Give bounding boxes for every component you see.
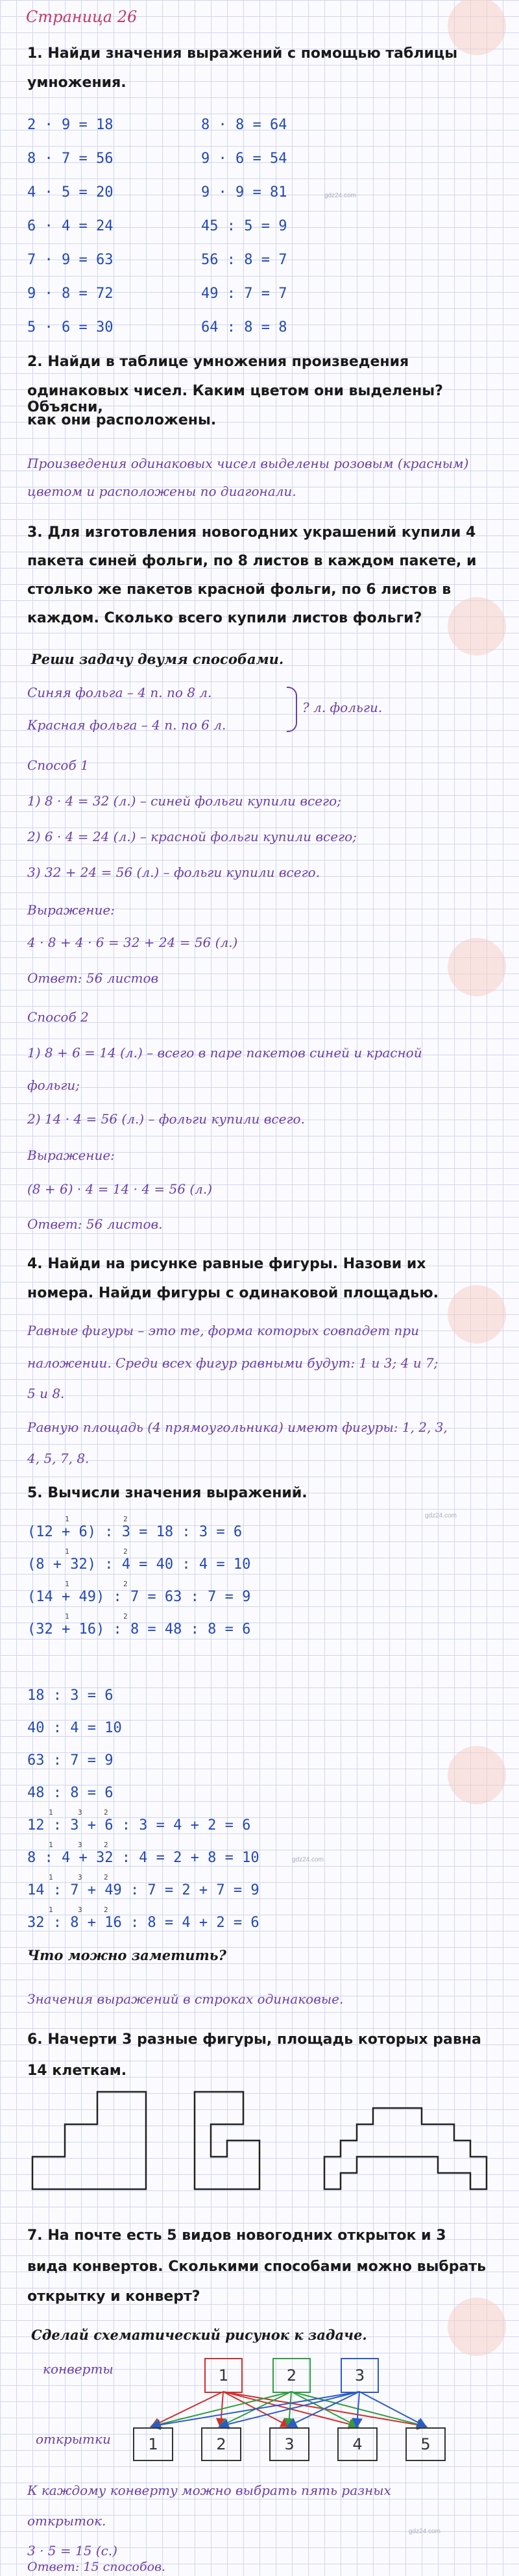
task1-expr-a: 8 · 7 = 56 [27,151,114,167]
task3-instruction: Реши задачу двумя способами. [31,651,284,667]
way1-step3: 3) 32 + 24 = 56 (л.) – фольги купили всего. [27,865,320,880]
task4-answer-2: наложении. Среди всех фигур равными будут: 1 и 3; 4 и 7; [27,1355,439,1371]
order-mark: 3 [78,1841,82,1849]
task5-expr-b: 18 : 3 = 6 [27,1687,114,1704]
watermark: gdz24.com [425,1512,457,1519]
task1-expr-b: 64 : 8 = 8 [201,319,287,336]
task5-expr-c: 8 : 4 + 32 : 4 = 2 + 8 = 10 [27,1850,260,1866]
task1-expr-a: 9 · 8 = 72 [27,286,114,302]
order-mark: 2 [123,1580,128,1588]
order-mark: 2 [104,1906,108,1914]
card-box: 5 [405,2427,446,2461]
way2-step2: 2) 14 · 4 = 56 (л.) – фольги купили всего. [27,1111,305,1127]
way1-title: Способ 1 [27,757,89,773]
way1-step2: 2) 6 · 4 = 24 (л.) – красной фольги купили всего; [27,829,357,844]
cards-label: открытки [36,2431,111,2447]
short-cond-blue: Синяя фольга – 4 п. по 8 л. [27,685,212,700]
task1-expr-a: 5 · 6 = 30 [27,319,114,336]
expression-2: (8 + 6) · 4 = 14 · 4 = 56 (л.) [27,1181,213,1197]
arrow [289,2392,359,2426]
task3-line1: 3. Для изготовления новогодних украшений купили 4 [27,524,476,541]
task1-expr-a: 7 · 9 = 63 [27,252,114,268]
task2-line2: одинаковых чисел. Каким цветом они выделены? Объясни, [27,383,443,415]
task3-line2: пакета синей фольги, по 8 листов в каждом пакете, и [27,553,477,569]
task1-expr-b: 9 · 6 = 54 [201,151,287,167]
expr-label-2: Выражение: [27,1147,115,1163]
envelopes-label: конверты [43,2361,114,2377]
task3-line3: столько же пакетов красной фольги, по 6 листов в [27,582,452,598]
task7-calc: 3 · 5 = 15 (с.) [27,2543,117,2558]
task1-expr-b: 45 : 5 = 9 [201,218,287,234]
task4-answer-1: Равные фигуры – это те, форма которых совпадет при [27,1323,419,1338]
task5-answer: Значения выражений в строках одинаковые. [27,1991,344,2007]
order-mark: 2 [104,1873,108,1882]
task1-expr-b: 49 : 7 = 7 [201,286,287,302]
task5-expr-a: (12 + 6) : 3 = 18 : 3 = 6 [27,1524,243,1540]
task1-expr-b: 56 : 8 = 7 [201,252,287,268]
task7-answer: Ответ: 15 способов. [27,2560,166,2574]
watermark: gdz24.com [324,192,356,199]
task1-expr-a: 2 · 9 = 18 [27,117,114,133]
task7-line2: вида конвертов. Сколькими способами можно выбрать [27,2259,487,2275]
order-mark: 2 [123,1515,128,1523]
arrows [152,2392,425,2426]
task5-expr-b: 48 : 8 = 6 [27,1785,114,1801]
task2-answer-1: Произведения одинаковых чисел выделены розовым (красным) [27,456,469,471]
task5-expr-a: (14 + 49) : 7 = 63 : 7 = 9 [27,1589,251,1605]
order-mark: 1 [65,1515,69,1523]
card-box: 1 [133,2427,173,2461]
task7-conclusion-1: К каждому конверту можно выбрать пять разных [27,2483,391,2498]
task1-expr-b: 9 · 9 = 81 [201,184,287,201]
task7-instruction: Сделай схематический рисунок к задаче. [31,2327,367,2343]
order-mark: 3 [78,1808,82,1817]
arrow [152,2392,291,2426]
task5-expr-c: 12 : 3 + 6 : 3 = 4 + 2 = 6 [27,1817,251,1834]
task7-conclusion-2: открыток. [27,2513,106,2529]
page-number: Страница 26 [26,8,138,26]
watermark: gdz24.com [409,2528,441,2535]
order-mark: 1 [65,1580,69,1588]
order-mark: 1 [49,1841,53,1849]
order-mark: 1 [49,1906,53,1914]
figure-staircase [32,2092,146,2189]
order-mark: 1 [65,1612,69,1621]
task4-line2: номера. Найди фигуры с одинаковой площадью. [27,1285,439,1301]
task4-answer-4: Равную площадь (4 прямоугольника) имеют фигуры: 1, 2, 3, [27,1419,448,1435]
card-box: 4 [337,2427,378,2461]
task6-line2: 14 клеткам. [27,2063,127,2079]
task5-expr-c: 14 : 7 + 49 : 7 = 2 + 7 = 9 [27,1882,260,1898]
task4-answer-5: 4, 5, 7, 8. [27,1451,90,1466]
card-box: 2 [201,2427,241,2461]
brace-question: ? л. фольги. [302,700,383,715]
figure-letter [195,2092,260,2189]
answer-2: Ответ: 56 листов. [27,1216,163,1232]
task1-expr-a: 4 · 5 = 20 [27,184,114,201]
task5-expr-c: 32 : 8 + 16 : 8 = 4 + 2 = 6 [27,1915,260,1931]
order-mark: 3 [78,1873,82,1882]
task1-expr-a: 6 · 4 = 24 [27,218,114,234]
order-mark: 2 [123,1547,128,1556]
figure-mountain [324,2108,487,2189]
task5-expr-a: (8 + 32) : 4 = 40 : 4 = 10 [27,1556,251,1573]
task1-line2: умножения. [27,75,127,91]
task4-line1: 4. Найди на рисунке равные фигуры. Назови их [27,1256,426,1272]
envelope-box: 2 [272,2358,311,2393]
way2-step1b: фольги; [27,1077,80,1093]
expression-1: 4 · 8 + 4 · 6 = 32 + 24 = 56 (л.) [27,935,238,950]
task5-expr-b: 40 : 4 = 10 [27,1720,122,1736]
task2-line3: как они расположены. [27,412,217,428]
envelope-box: 3 [341,2358,379,2393]
task1-expr-b: 8 · 8 = 64 [201,117,287,133]
task6-line1: 6. Начерти 3 разные фигуры, площадь которых равна [27,2031,481,2048]
way2-title: Способ 2 [27,1009,89,1025]
task4-answer-3: 5 и 8. [27,1386,65,1401]
answer-1: Ответ: 56 листов [27,970,159,986]
order-mark: 2 [123,1612,128,1621]
order-mark: 3 [78,1906,82,1914]
way2-step1a: 1) 8 + 6 = 14 (л.) – всего в паре пакетов синей и красной [27,1045,422,1061]
order-mark: 1 [65,1547,69,1556]
task5-expr-b: 63 : 7 = 9 [27,1752,114,1769]
task2-line1: 2. Найди в таблице умножения произведения [27,354,409,370]
envelope-box: 1 [204,2358,243,2393]
arrow [152,2392,223,2426]
task1-line1: 1. Найди значения выражений с помощью таблицы [27,45,458,62]
task5-question: Что можно заметить? [27,1947,226,1963]
task7-line1: 7. На почте есть 5 видов новогодних открыток и 3 [27,2227,446,2244]
task5-expr-a: (32 + 16) : 8 = 48 : 8 = 6 [27,1621,251,1638]
arrow-scheme [0,2337,519,2486]
task7-line3: открытку и конверт? [27,2288,200,2305]
task5-title: 5. Вычисли значения выражений. [27,1485,308,1501]
order-mark: 1 [49,1808,53,1817]
order-mark: 1 [49,1873,53,1882]
task3-line4: каждом. Сколько всего купили листов фольги? [27,610,422,626]
task2-answer-2: цветом и расположены по диагонали. [27,484,296,499]
order-mark: 2 [104,1841,108,1849]
expr-label-1: Выражение: [27,902,115,918]
order-mark: 2 [104,1808,108,1817]
card-box: 3 [269,2427,309,2461]
way1-step1: 1) 8 · 4 = 32 (л.) – синей фольги купили всего; [27,793,341,809]
short-cond-red: Красная фольга – 4 п. по 6 л. [27,717,226,733]
watermark: gdz24.com [292,1856,324,1863]
